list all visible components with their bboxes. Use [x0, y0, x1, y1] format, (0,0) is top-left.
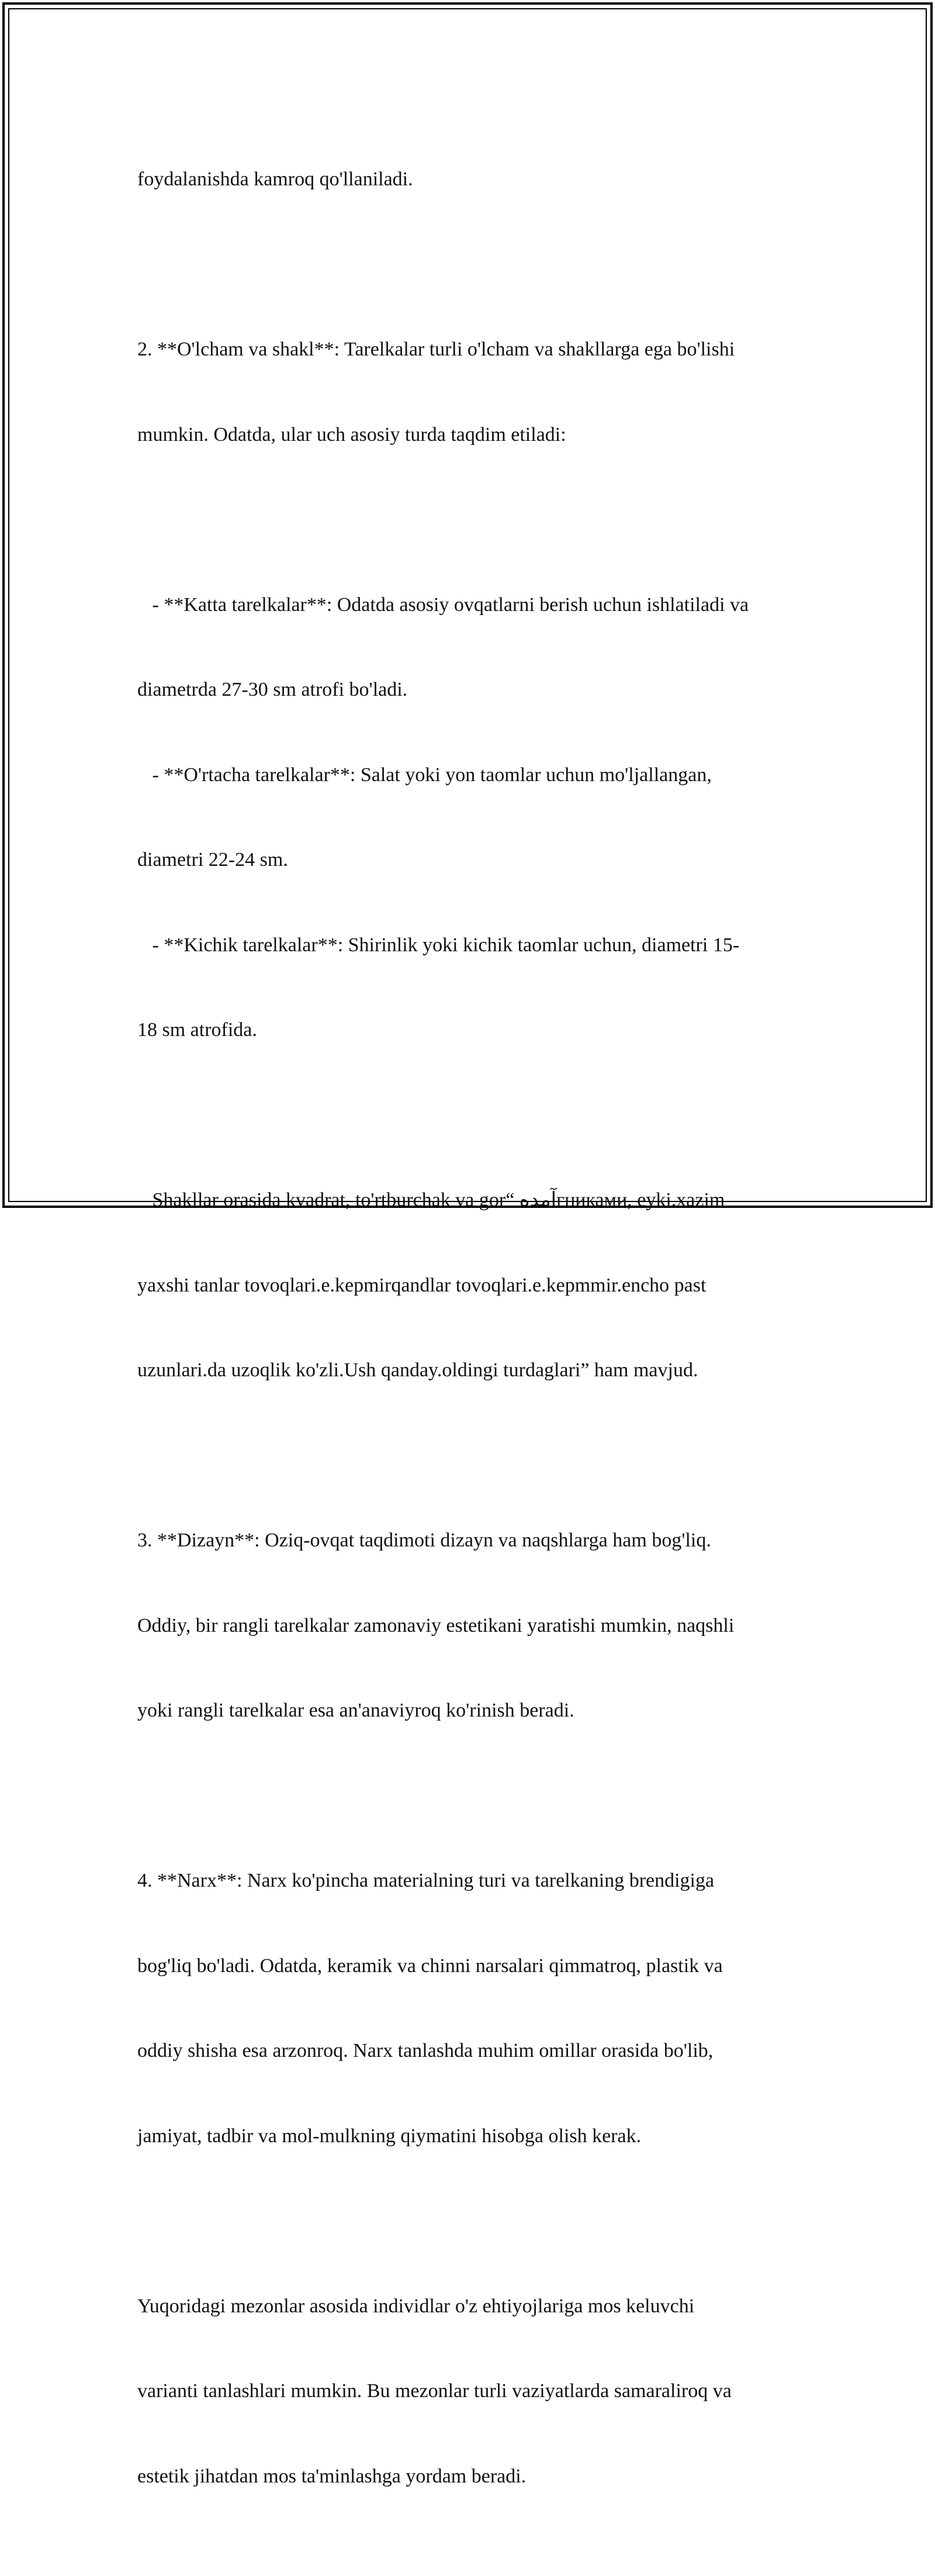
- paragraph-design: [137, 1470, 809, 1782]
- paragraph-size-and-shape: [137, 279, 809, 506]
- text-line: Oddiy, bir rangli tarelkalar zamonaviy estetikani yaratishi mumkin, naqshli: [137, 1614, 735, 1636]
- text-line: jamiyat, tadbir va mol-mulkning qiymatini hisobga olish kerak.: [137, 2125, 642, 2147]
- text-line: yaxshi tanlar tovoqlari.e.kepmirqandlar tovoqlari.e.kepmmir.encho past: [137, 1274, 707, 1296]
- list-item-line: - **Kichik tarelkalar**: Shirinlik yoki kichik taomlar uchun, diametri 15-: [137, 934, 740, 956]
- text-line: 4. **Narx**: Narx ko'pincha materialning turi va tarelkaning brendigiga: [137, 1870, 715, 1891]
- paragraph-conclusion: [137, 2236, 809, 2548]
- text-line: Yuqoridagi mezonlar asosida individlar o'z ehtiyojlariga mos keluvchi: [137, 2295, 695, 2317]
- list-item-line: 18 sm atrofida.: [137, 1019, 257, 1041]
- list-item-line: diametri 22-24 sm.: [137, 849, 288, 871]
- text-line: 3. **Dizayn**: Oziq-ovqat taqdimoti dizayn va naqshlarga ham bog'liq.: [137, 1529, 711, 1551]
- paragraph-continuation: [137, 109, 809, 251]
- paragraph-plate-types-list: [137, 534, 809, 1101]
- text-line: 2. **O'lcham va shakl**: Tarelkalar turli o'lcham va shakllarga ega bo'lishi: [137, 339, 735, 360]
- text-line: varianti tanlashlari mumkin. Bu mezonlar turli vaziyatlarda samaraliroq va: [137, 2380, 732, 2402]
- paragraph-shapes: [137, 1130, 809, 1442]
- text-line: uzunlari.da uzoqlik ko'zli.Ush qanday.oldingi turdaglari” ham mavjud.: [137, 1359, 698, 1381]
- text-line: oddiy shisha esa arzonroq. Narx tanlashda muhim omillar orasida bo'lib,: [137, 2040, 714, 2062]
- list-item-line: diametrda 27-30 sm atrofi bo'ladi.: [137, 679, 408, 700]
- list-item-line: - **Katta tarelkalar**: Odatda asosiy ovqatlarni berish uchun ishlatiladi va: [137, 593, 749, 616]
- text-line: foydalanishda kamroq qo'llaniladi.: [137, 168, 413, 190]
- text-line: Shakllar orasida kvadrat, to'rtburchak va gor“ آمدهгниками, eyki.xazim: [137, 1189, 725, 1211]
- text-line: bog'liq bo'ladi. Odatda, keramik va chinni narsalari qimmatroq, plastik va: [137, 1955, 723, 1977]
- document-body: [137, 109, 809, 2576]
- text-line: mumkin. Odatda, ular uch asosiy turda taqdim etiladi:: [137, 423, 566, 446]
- paragraph-price: [137, 1810, 809, 2207]
- text-line: yoki rangli tarelkalar esa an'anaviyroq ko'rinish beradi.: [137, 1700, 574, 1721]
- text-line: estetik jihatdan mos ta'minlashga yordam beradi.: [137, 2465, 527, 2487]
- list-item-line: - **O'rtacha tarelkalar**: Salat yoki yon taomlar uchun mo'ljallangan,: [137, 764, 712, 786]
